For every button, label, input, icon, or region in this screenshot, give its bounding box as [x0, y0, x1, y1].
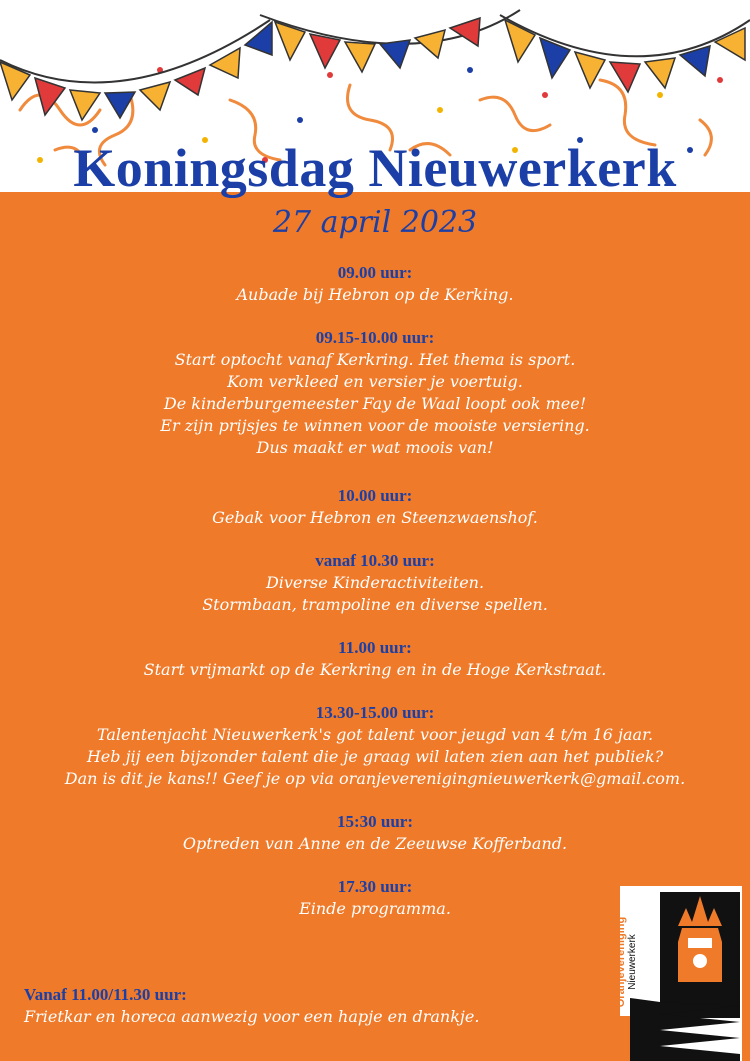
program-line: Kom verkleed en versier je voertuig.: [227, 372, 523, 391]
logo-text: [615, 887, 638, 1037]
program-time: 09.15-10.00 uur:: [315, 328, 435, 347]
crown-tower-icon: [620, 886, 742, 1061]
program-line: Talentenjacht Nieuwerkerk's got talent voor jeugd van 4 t/m 16 jaar.: [96, 725, 654, 744]
program-time: 10.00 uur:: [337, 486, 413, 505]
program-line: De kinderburgemeester Fay de Waal loopt ook mee!: [163, 394, 587, 413]
program-list: [0, 262, 750, 941]
program-line: Dus maakt er wat moois van!: [256, 438, 494, 457]
program-line: Gebak voor Hebron en Steenzwaenshof.: [212, 508, 538, 527]
program-line: Heb jij een bijzonder talent die je graag wil laten zien aan het publiek?: [86, 747, 664, 766]
footer-time: Vanaf 11.00/11.30 uur:: [24, 985, 187, 1004]
program-time: 13.30-15.00 uur:: [315, 703, 435, 722]
page-title: Koningsdag Nieuwerkerk: [73, 138, 677, 198]
program-item: [0, 811, 750, 855]
program-line: Stormbaan, trampoline en diverse spellen.: [202, 595, 548, 614]
oranjevereniging-logo: [615, 886, 742, 1061]
program-line: Er zijn prijsjes te winnen voor de mooiste versiering.: [160, 416, 590, 435]
program-item: [0, 262, 750, 306]
program-item: [0, 637, 750, 681]
program-item: [0, 327, 750, 459]
logo-line2: Nieuwerkerk: [627, 934, 638, 990]
program-time: 17.30 uur:: [337, 877, 413, 896]
program-time: 15:30 uur:: [336, 812, 414, 831]
program-line: Einde programma.: [299, 899, 451, 918]
footer-line: Frietkar en horeca aanwezig voor een hapje en drankje.: [24, 1007, 480, 1026]
program-item: [0, 702, 750, 790]
program-line: Optreden van Anne en de Zeeuwse Kofferband.: [182, 834, 568, 853]
program-line: Dan is dit je kans!! Geef je op via oranjeverenigingnieuwerkerk@gmail.com.: [64, 769, 686, 788]
program-line: Aubade bij Hebron op de Kerking.: [236, 285, 514, 304]
program-item: [0, 485, 750, 529]
program-time: vanaf 10.30 uur:: [315, 551, 435, 570]
program-item: [0, 550, 750, 616]
program-line: Diverse Kinderactiviteiten.: [265, 573, 485, 592]
event-date: 27 april 2023: [272, 205, 478, 240]
program-line: Start optocht vanaf Kerkring. Het thema is sport.: [174, 350, 576, 369]
program-time: 11.00 uur:: [338, 638, 412, 657]
footer-note: [24, 984, 479, 1028]
program-line: Start vrijmarkt op de Kerkring en in de Hoge Kerkstraat.: [143, 660, 607, 679]
logo-line1: Oranjevereniging: [615, 916, 627, 1008]
program-time: 09.00 uur:: [337, 263, 413, 282]
